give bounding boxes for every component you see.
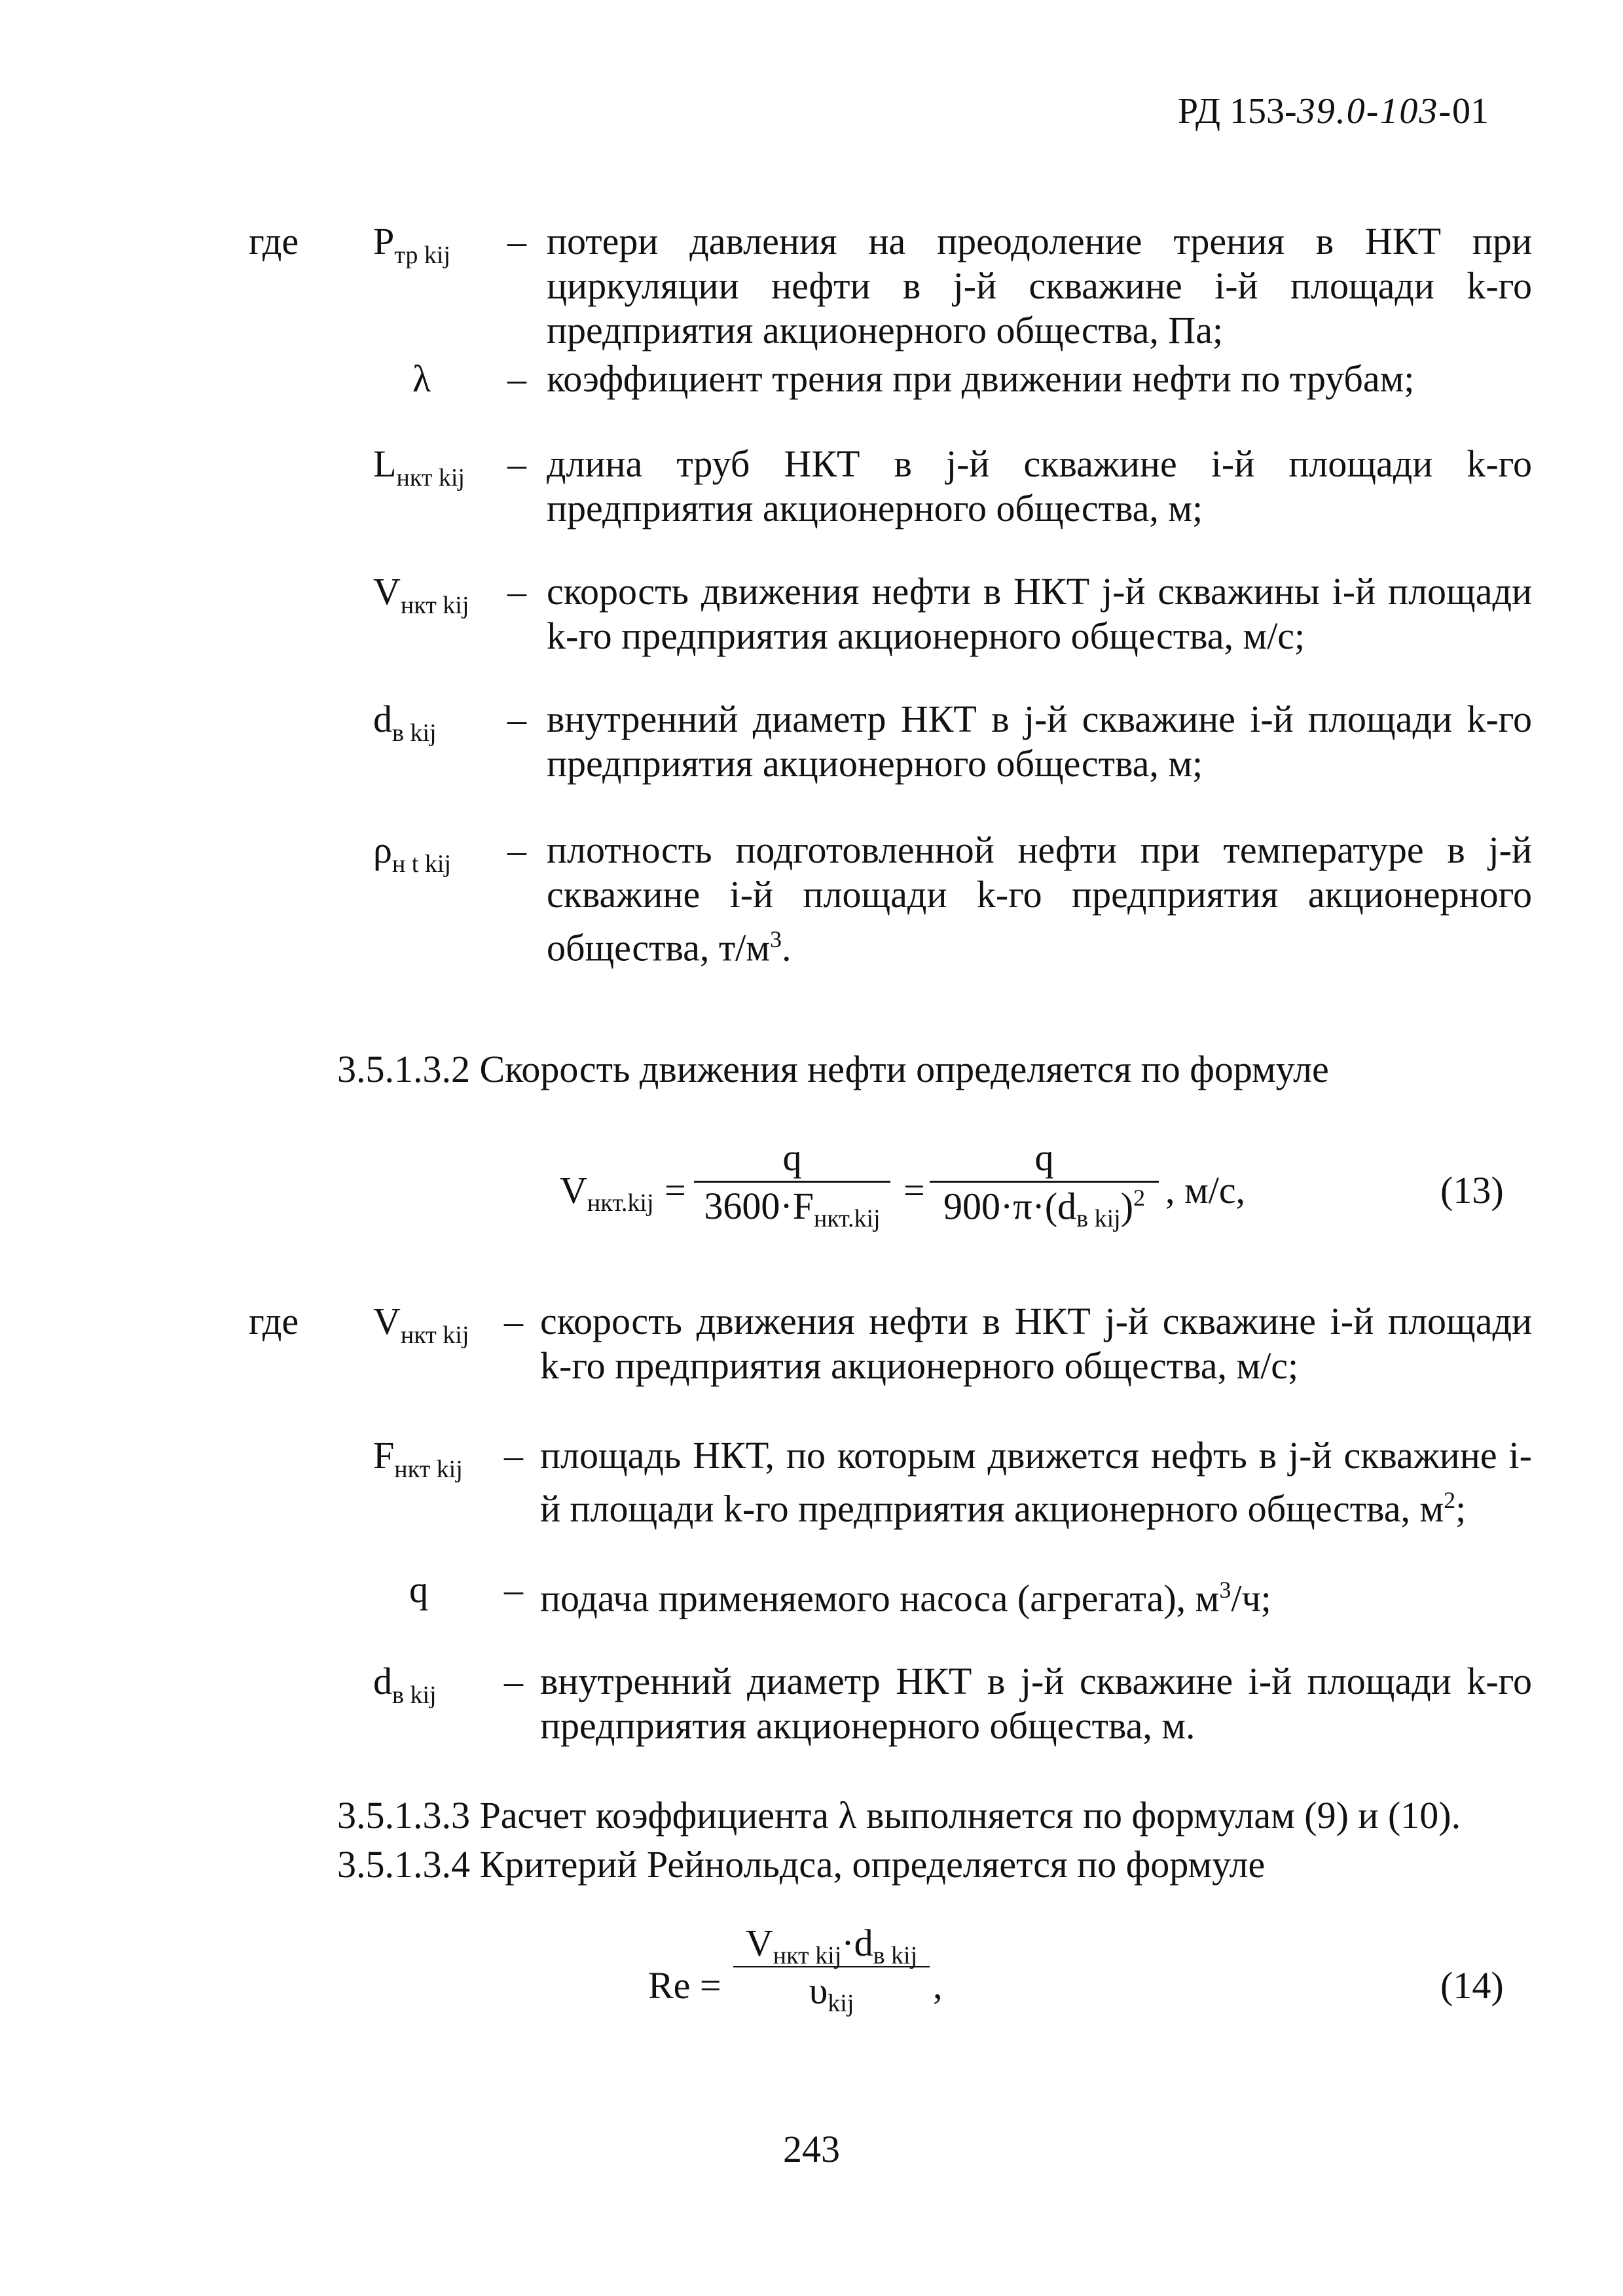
symbol: λ <box>412 357 431 400</box>
formula-unit: , м/с, <box>1165 1169 1246 1211</box>
header-prefix: РД 153- <box>1177 91 1297 132</box>
formula-comma: , <box>933 1964 943 2007</box>
definition-text: коэффициент трения при движении нефти по трубам; <box>547 357 1415 400</box>
symbol: $V_{нкт kij}$ <box>373 1300 469 1349</box>
dash: – <box>504 1434 523 1477</box>
symbol: $F_{нкт kij}$ <box>373 1434 463 1483</box>
dash: – <box>504 1660 523 1702</box>
symbol: q <box>409 1568 428 1611</box>
page-number: 243 <box>783 2128 840 2170</box>
symbol: $\rho_{н t kij}$ <box>373 829 451 878</box>
definition-text: длина труб НКТ в j-й скважине i-й площади k-го предприятия акционерного общества, м; <box>547 442 1532 529</box>
dash: – <box>504 1568 523 1611</box>
equals-sign: = <box>665 1169 686 1211</box>
definition-row <box>249 697 1532 828</box>
dash: – <box>507 570 526 613</box>
definition-row <box>249 1299 1532 1433</box>
definition-row <box>249 1433 1532 1568</box>
dash: – <box>507 357 526 400</box>
definition-text: внутренний диаметр НКТ в j-й скважине i-й площади k-го предприятия акционерного общества, м. <box>540 1660 1532 1747</box>
formula-14 <box>648 1921 1041 2052</box>
fraction-2: q $900\cdot\pi\cdot(d_{в kij})^2$ <box>930 1136 1159 1228</box>
definition-text: скорость движения нефти в НКТ j-й скважине i-й площади k-го предприятия акционерного общества, м/с; <box>540 1300 1532 1387</box>
paragraph-3-5-1-3-2: 3.5.1.3.2 Скорость движения нефти определяется по формуле <box>337 1048 1329 1090</box>
dash: – <box>507 829 526 871</box>
symbol: $V_{нкт kij}$ <box>373 570 469 619</box>
dash: – <box>504 1300 523 1342</box>
where-label: где <box>249 1300 299 1342</box>
definition-text: внутренний диаметр НКТ в j-й скважине i-й площади k-го предприятия акционерного общества, м; <box>547 698 1532 785</box>
paragraph-3-5-1-3-4: 3.5.1.3.4 Критерий Рейнольдса, определяется по формуле <box>337 1843 1266 1886</box>
definition-row <box>249 1568 1532 1659</box>
fraction-1: q $3600\cdot F_{нкт.kij}$ <box>694 1136 890 1228</box>
equation-number-13: (13) <box>1440 1169 1504 1211</box>
definition-text: потери давления на преодоление трения в НКТ при циркуляции нефти в j-й скважине i-й площади k-го предприятия акционерного общества, Па; <box>547 220 1532 351</box>
document-code-header <box>1178 90 1489 132</box>
definition-row <box>249 219 1532 357</box>
formula-lhs: Re = <box>648 1964 721 2007</box>
where-label: где <box>249 220 299 262</box>
header-suffix: 01 <box>1452 91 1489 132</box>
dash: – <box>507 698 526 740</box>
definition-row <box>249 828 1532 972</box>
symbol: $d_{в kij}$ <box>373 698 437 747</box>
definition-text: подача применяемого насоса (агрегата), $м^3/ч$; <box>540 1577 1271 1620</box>
equation-number-14: (14) <box>1440 1964 1504 2007</box>
definition-text: плотность подготовленной нефти при температуре в j-й скважине i-й площади k-го предприятия акционерного общества, $т/м^3$. <box>547 829 1532 969</box>
definition-text: площадь НКТ, по которым движется нефть в j-й скважине i-й площади k-го предприятия акционерного общества, $м^2$; <box>540 1434 1532 1530</box>
formula-lhs: $V_{нкт.kij}$ <box>560 1169 654 1217</box>
symbol: $L_{нкт kij}$ <box>373 442 465 492</box>
definition-text: скорость движения нефти в НКТ j-й скважины i-й площади k-го предприятия акционерного общества, м/с; <box>547 570 1532 657</box>
equals-sign: = <box>903 1169 925 1211</box>
fraction-reynolds: $V_{нкт kij}\cdot d_{в kij}$ $\upsilon_{kij}$ <box>733 1921 930 2013</box>
definition-row <box>249 357 1532 442</box>
definition-row <box>249 442 1532 569</box>
dash: – <box>507 442 526 485</box>
dash: – <box>507 220 526 262</box>
definition-row <box>249 569 1532 697</box>
formula-13 <box>560 1136 1542 1240</box>
symbol: $P_{тр kij}$ <box>373 220 450 269</box>
header-handwritten-part: 39.0-103- <box>1296 91 1452 132</box>
paragraph-3-5-1-3-3: 3.5.1.3.3 Расчет коэффициента λ выполняется по формулам (9) и (10). <box>337 1794 1461 1837</box>
definitions-list-2 <box>249 1299 1532 1764</box>
definitions-list-1 <box>249 219 1532 972</box>
symbol: $d_{в kij}$ <box>373 1660 437 1709</box>
definition-row <box>249 1659 1532 1764</box>
